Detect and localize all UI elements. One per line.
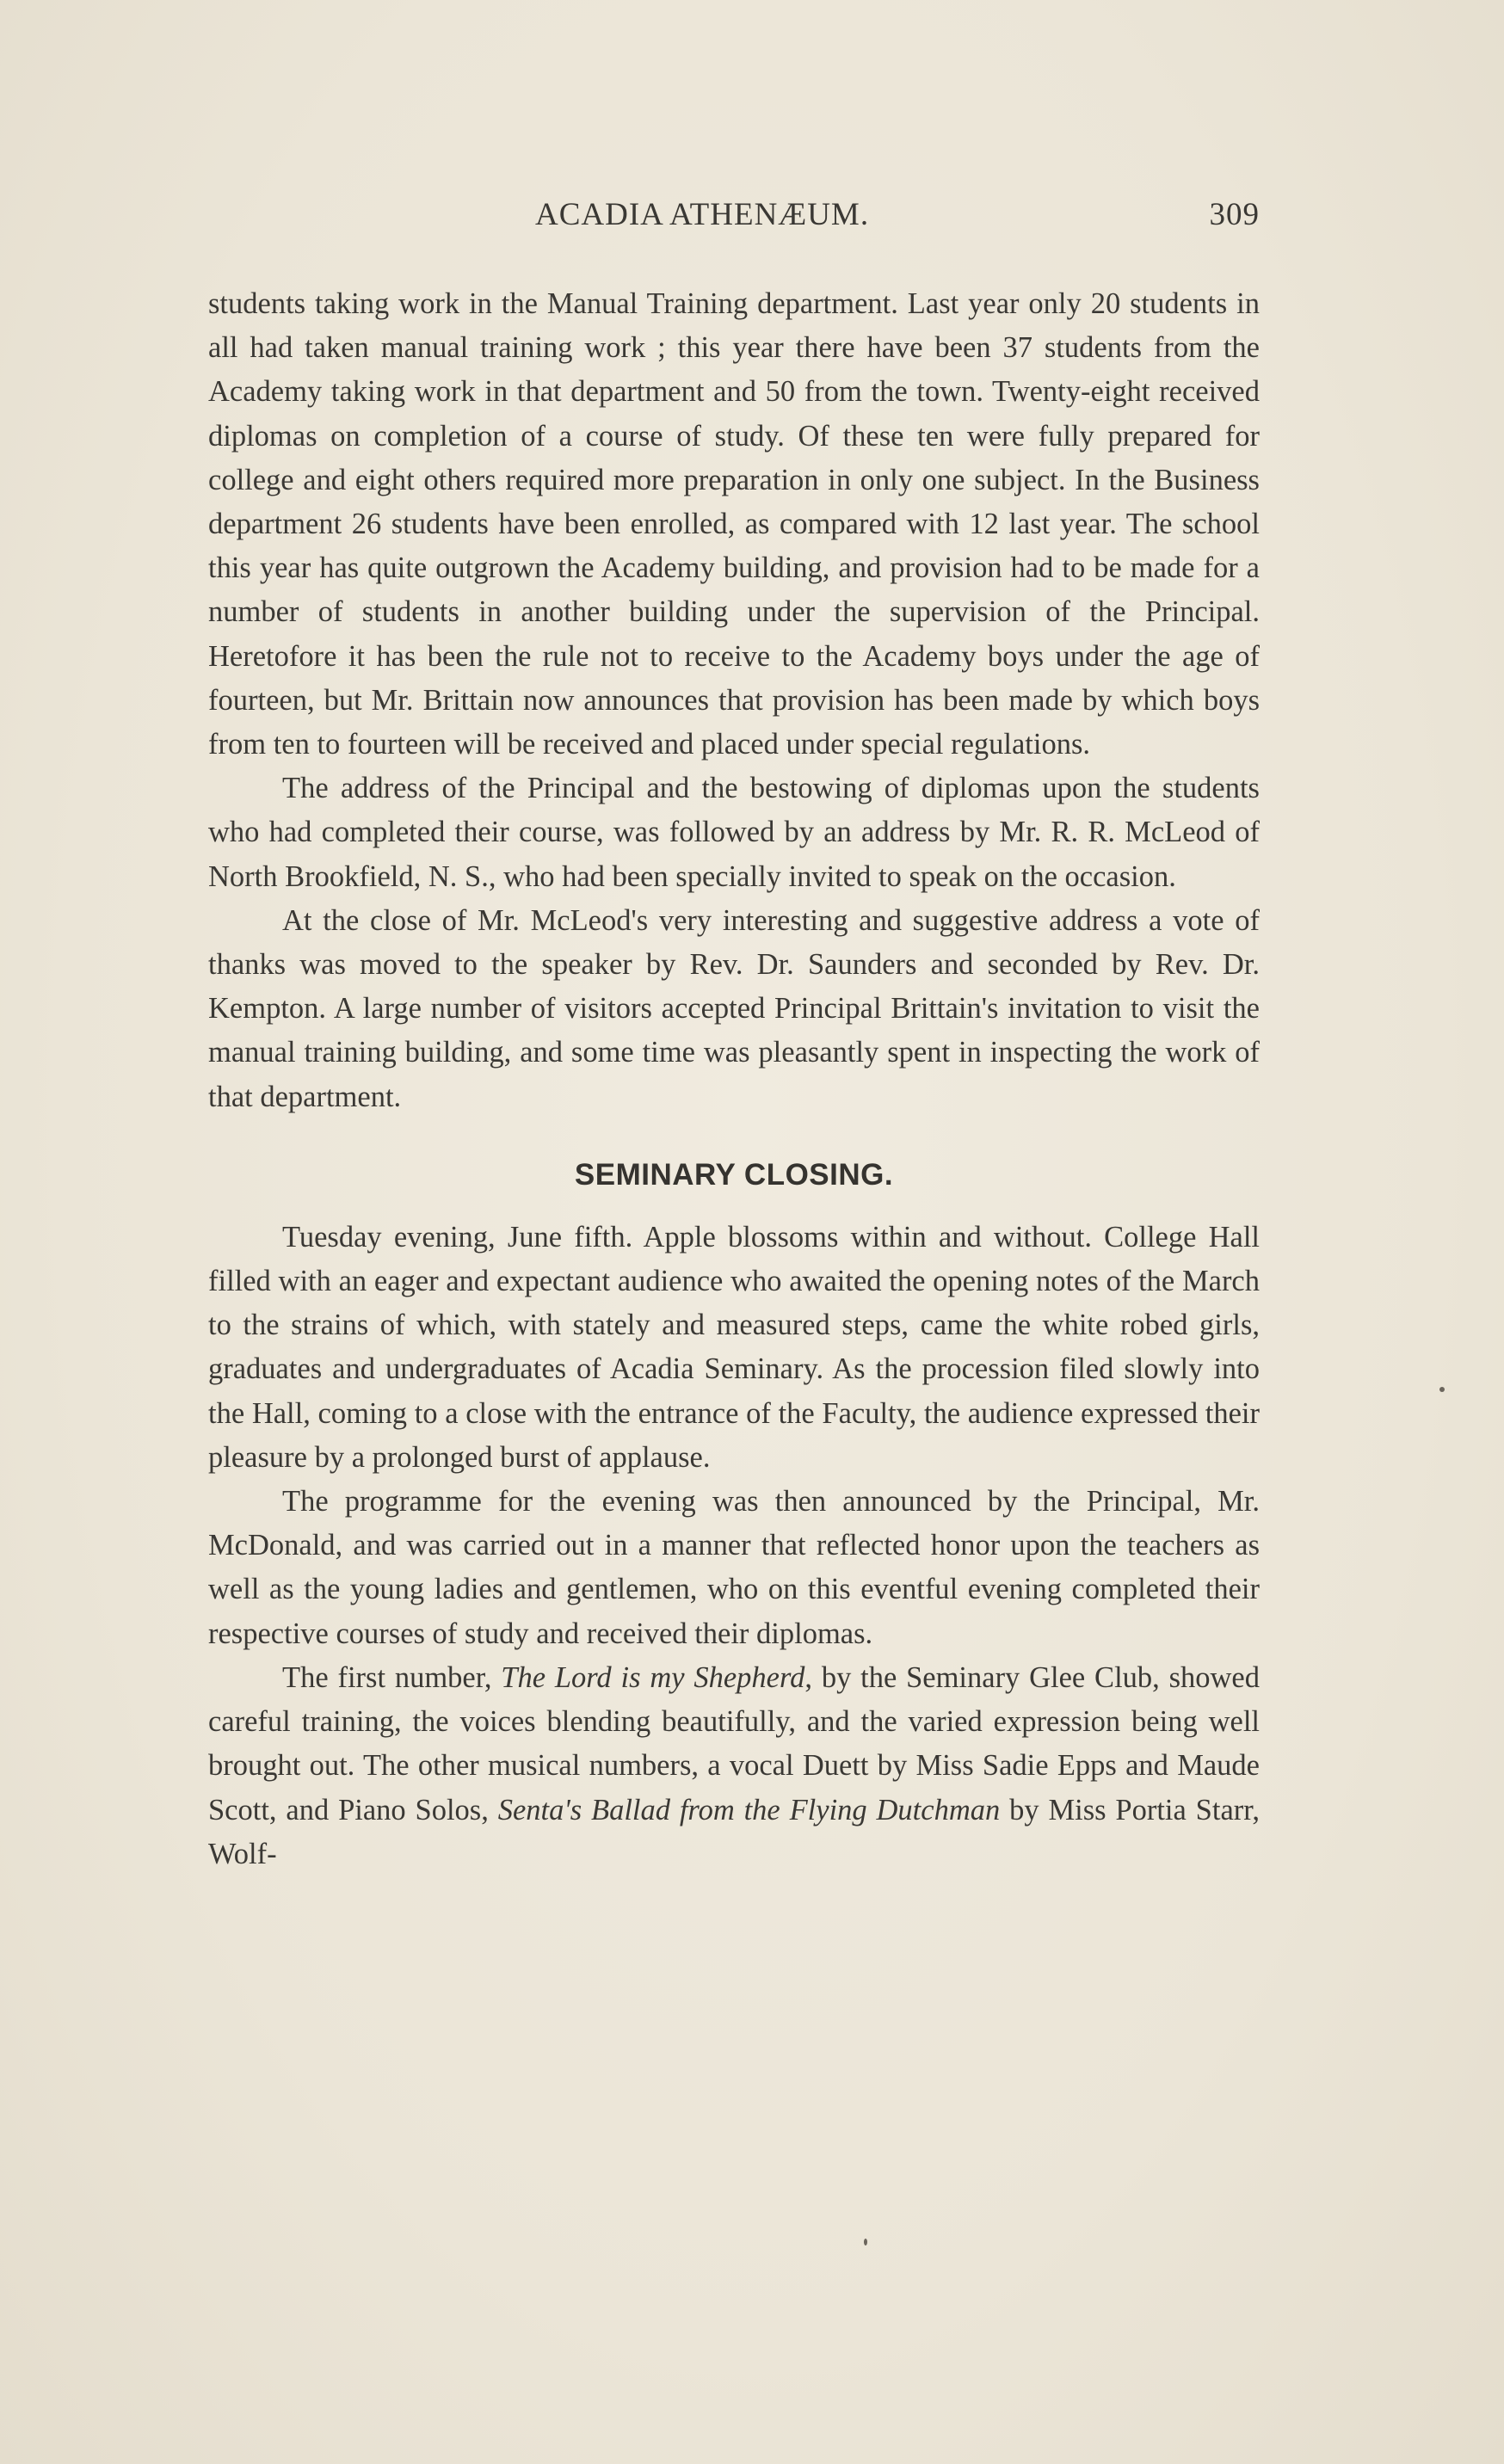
italic-title: Senta's Ballad from the Flying Dutchman (497, 1793, 1001, 1826)
ink-speck (1439, 1387, 1445, 1392)
journal-title: ACADIA ATHENÆUM. (535, 197, 870, 232)
paragraph-principal-address: The address of the Principal and the bestowing of diplomas upon the students who had completed their course, was followed by an address by Mr. R. R. McLeod of North Brookfield, N. S., who had been specially invited to speak on the occasion. (208, 772, 1260, 893)
page-number: 309 (1209, 197, 1260, 232)
paragraph-first-number (208, 1656, 1260, 1876)
section-heading: SEMINARY CLOSING. (574, 1157, 894, 1192)
text-run: by Miss Portia Starr, Wolf- (208, 1793, 1260, 1870)
paragraph-programme: The programme for the evening was then announced by the Principal, Mr. McDonald, and was carried out in a manner that reflected honor upon the teachers as well as the young ladies and gentlemen, who on this eventful evening completed their respective courses of study and received their diplomas. (208, 1485, 1260, 1650)
paragraph-vote-of-thanks: At the close of Mr. McLeod's very interesting and suggestive address a vote of thanks was moved to the speaker by Rev. Dr. Saunders and seconded by Rev. Dr. Kempton. A large number of visitors accepted Principal Brittain's invitation to visit the manual training building, and some time was pleasantly spent in inspecting the work of that department. (208, 903, 1260, 1113)
article-body (208, 282, 1260, 1876)
text-run: , by the Seminary Glee Club, showed careful training, the voices blending beautifully, and the varied expression being well brought out. The other musical numbers, a vocal Duett by Miss Sadie Epps and Maude Scott, and Piano Solos, (208, 1660, 1260, 1826)
italic-title: The Lord is my Shepherd (501, 1660, 805, 1694)
ink-speck (864, 2239, 867, 2245)
paragraph-academy-report: students taking work in the Manual Training department. Last year only 20 students in all had taken manual training work ; this year there have been 37 students from the Academy taking work in that department and 50 from the town. Twenty-eight received diplomas on completion of a course of study. Of these ten were fully prepared for college and eight others required more preparation in only one subject. In the Business department 26 students have been enrolled, as compared with 12 last year. The school this year has quite outgrown the Academy building, and provision had to be made for a number of students in another building under the supervision of the Principal. Heretofore it has been the rule not to receive to the Academy boys under the age of fourteen, but Mr. Brittain now announces that provision has been made by which boys from ten to fourteen will be received and placed under special regulations. (208, 287, 1260, 761)
text-run: The first number, (282, 1660, 502, 1694)
paragraph-seminary-opening: Tuesday evening, June fifth. Apple blossoms within and without. College Hall filled with an eager and expectant audience who awaited the opening notes of the March to the strains of which, with stately and measured steps, came the white robed girls, graduates and undergraduates of Acadia Seminary. As the procession filed slowly into the Hall, coming to a close with the entrance of the Faculty, the audience expressed their pleasure by a prolonged burst of applause. (208, 1220, 1260, 1474)
running-head (208, 196, 1260, 239)
